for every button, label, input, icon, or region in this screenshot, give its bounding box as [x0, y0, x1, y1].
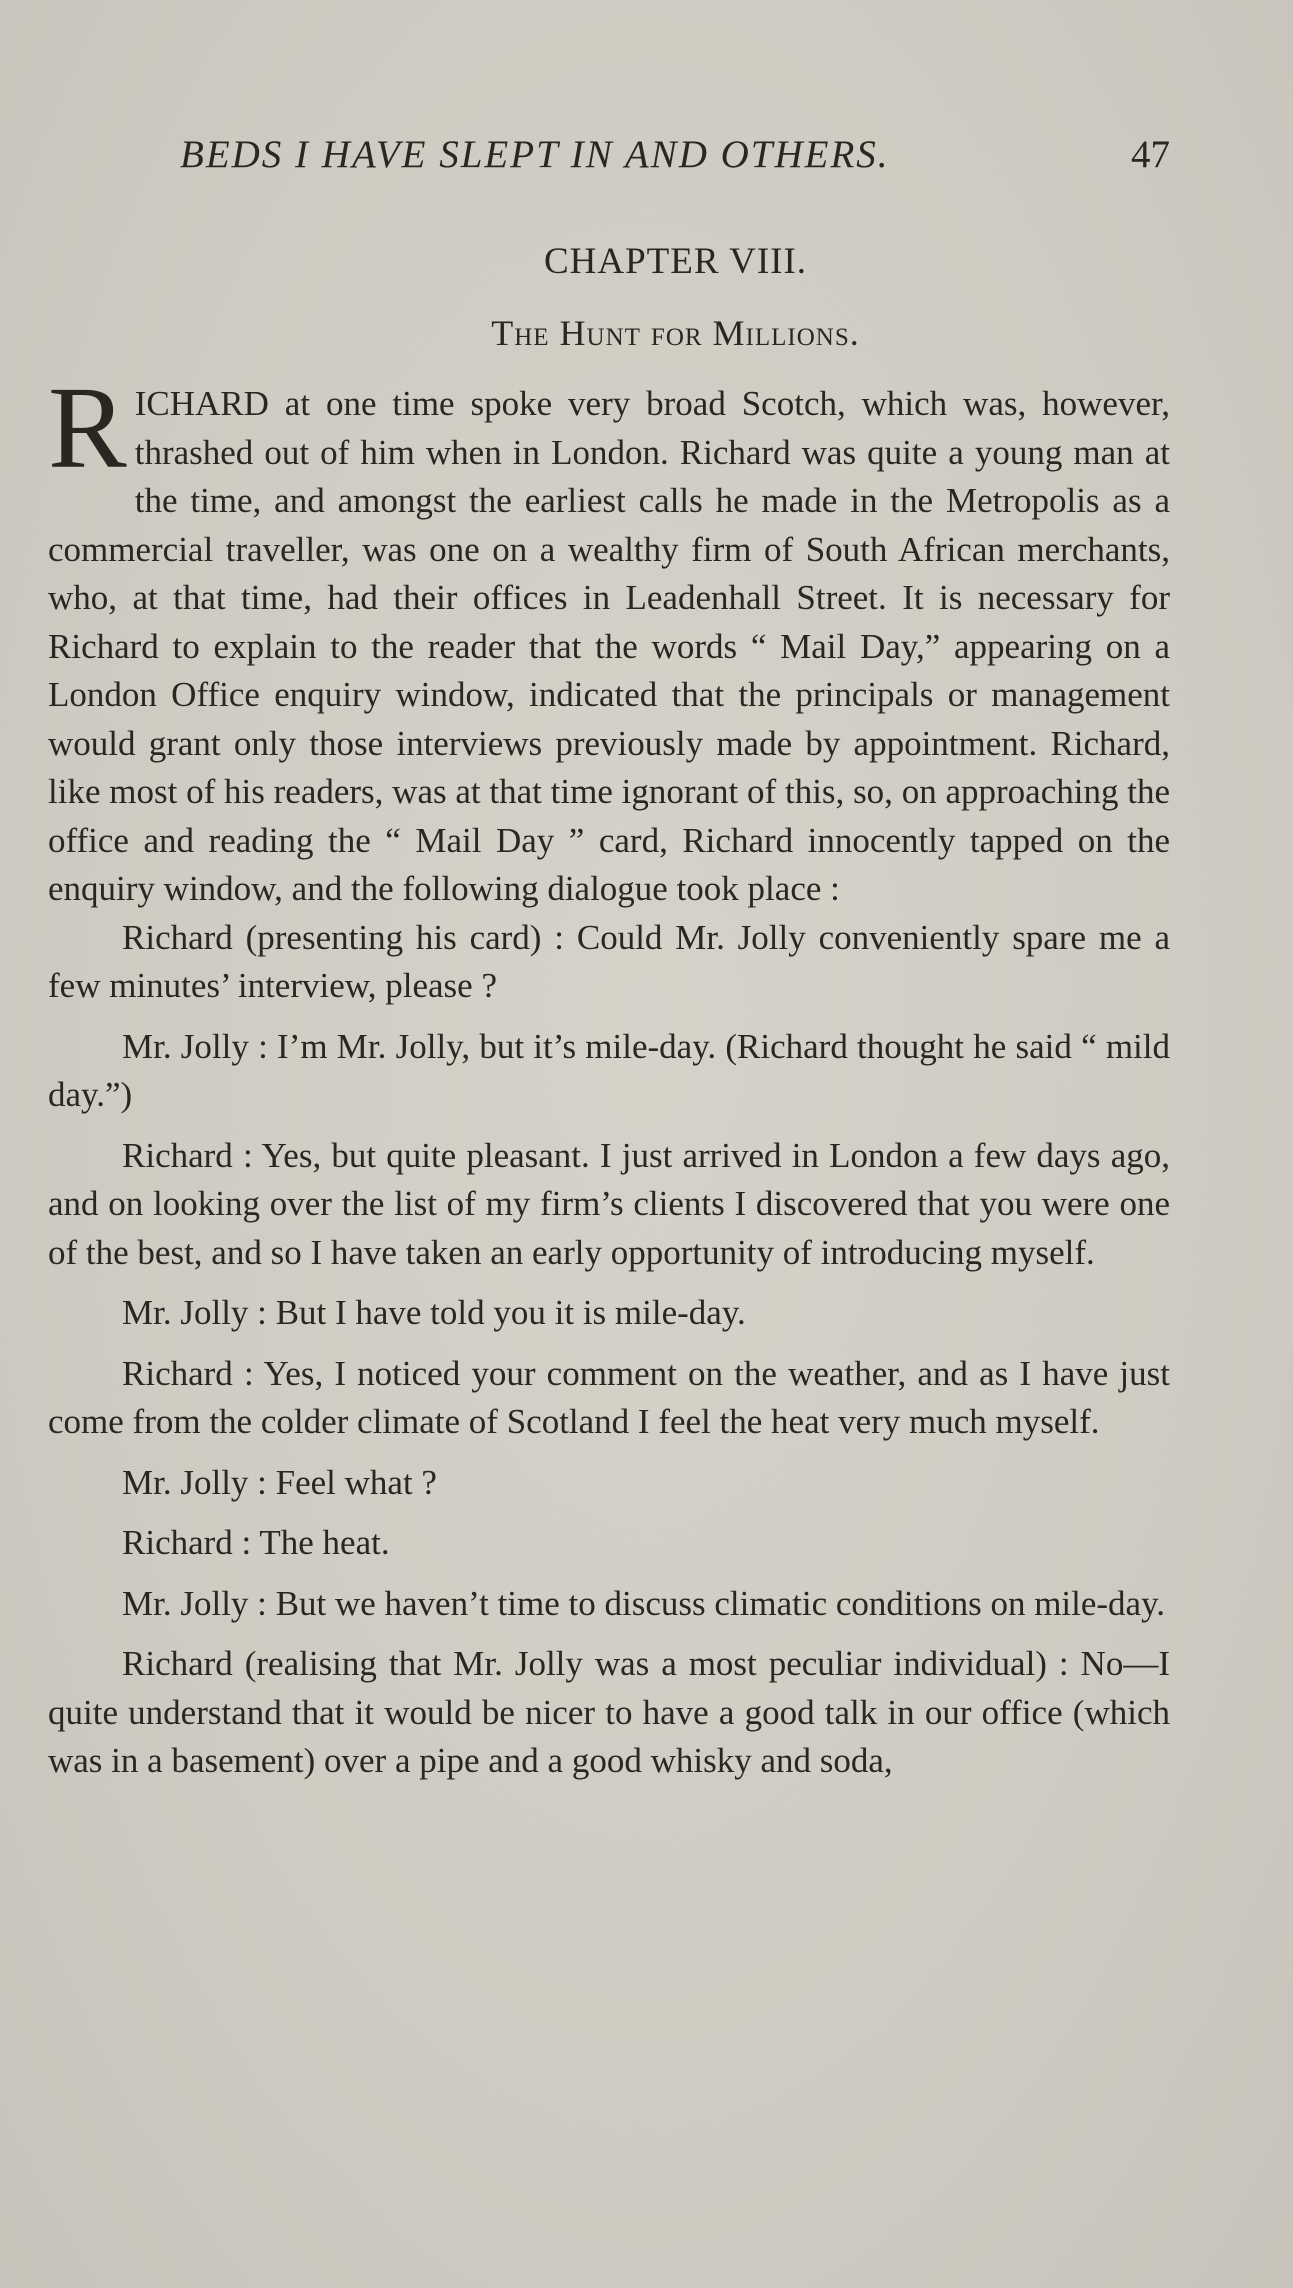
paragraph: Richard (presenting his card) : Could Mr. Jolly conveniently spare me a few minutes’ interview, please ?	[48, 917, 1170, 1005]
paragraph: Mr. Jolly : Feel what ?	[122, 1462, 437, 1502]
chapter-title: The Hunt for Millions.	[491, 313, 860, 353]
page-number: 47	[1131, 133, 1170, 176]
paragraph: Mr. Jolly : But I have told you it is mile-day.	[122, 1293, 746, 1332]
paragraph: Mr. Jolly : But we haven’t time to discuss climatic conditions on mile-day.	[122, 1583, 1166, 1623]
paragraph-text: ICHARD at one time spoke very broad Scotch, which was, however, thrashed out of him when in London. Richard was quite a young man at the time, and amongst the earliest calls he made in the Metropolis as a commercial traveller, was one on a wealthy firm of South African merchants, who, at that time, had their offices in Leadenhall Street. It is necessary for Richard to explain to the reader that the words “ Mail Day,” appearing on a London Office enquiry window, indicated that the principals or management would grant only those interviews previously made by appointment. Richard, like most of his readers, was at that time ignorant of this, so, on approaching the office and reading the “ Mail Day ” card, Richard innocently tapped on the enquiry window, and the following dialogue took place :	[48, 384, 1170, 908]
drop-cap: R	[48, 362, 127, 493]
running-title: BEDS I HAVE SLEPT IN AND OTHERS.	[180, 133, 890, 176]
paragraph: Richard (realising that Mr. Jolly was a most peculiar individual) : No—I quite understand that it would be nicer to have a good talk in our office (which was in a basement) over a pipe and a good whisky and soda,	[48, 1644, 1170, 1780]
paragraph: Richard : Yes, I noticed your comment on the weather, and as I have just come from the colder climate of Scotland I feel the heat very much myself.	[48, 1353, 1170, 1441]
paragraph: Richard : Yes, but quite pleasant. I just arrived in London a few days ago, and on looking over the list of my firm’s clients I discovered that you were one of the best, and so I have taken an early opportunity of introducing myself.	[48, 1135, 1170, 1272]
paragraph	[48, 362, 1170, 914]
chapter-number: CHAPTER VIII.	[543, 241, 808, 282]
paragraph: Mr. Jolly : I’m Mr. Jolly, but it’s mile-day. (Richard thought he said “ mild day.”)	[48, 1026, 1170, 1114]
running-head	[180, 132, 1170, 192]
paragraph: Richard : The heat.	[122, 1523, 390, 1562]
chapter-text	[48, 362, 1170, 1786]
